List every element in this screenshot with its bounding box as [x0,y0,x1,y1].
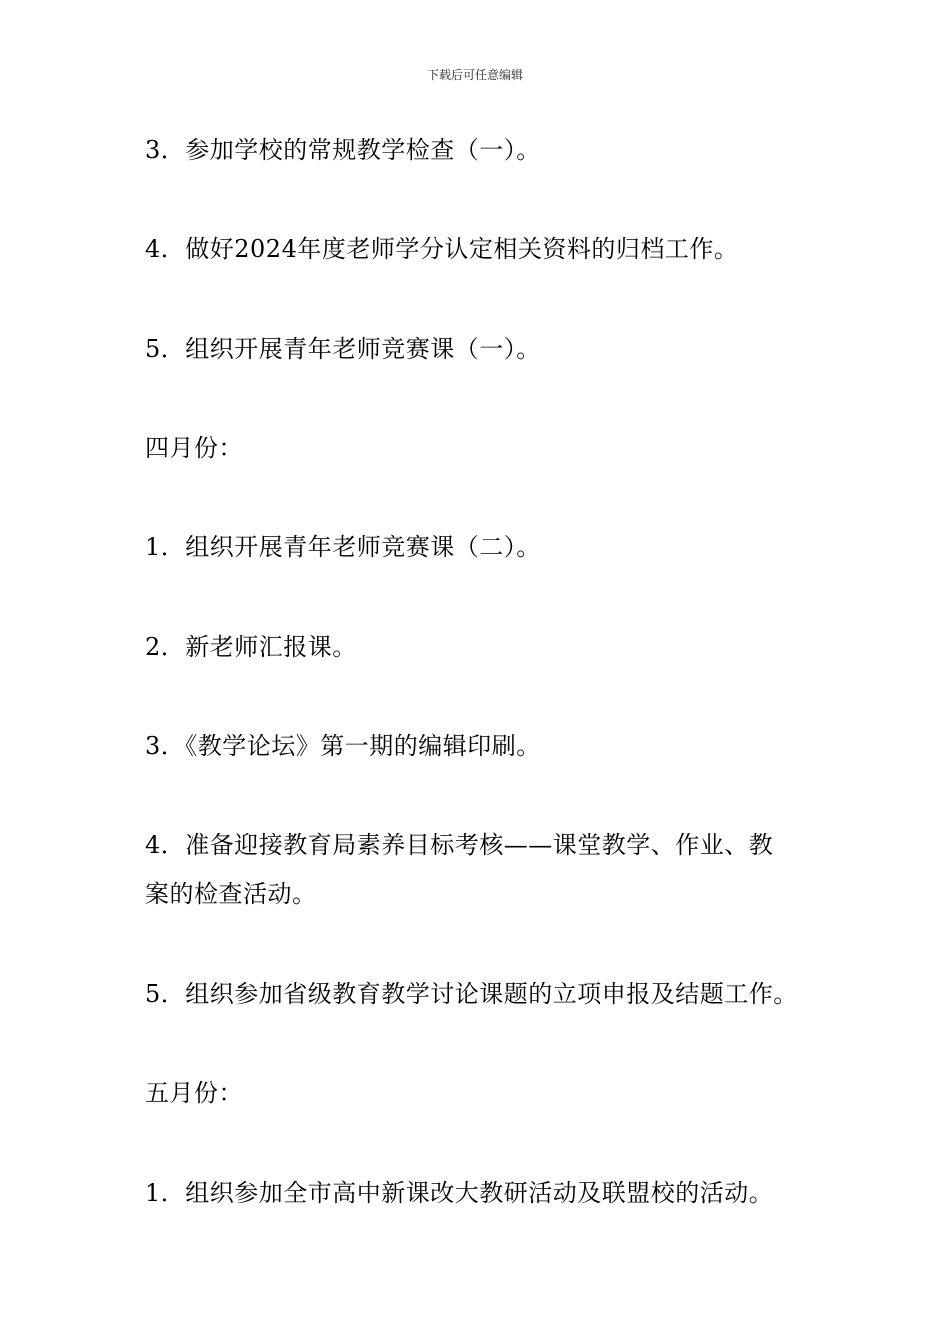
list-item: 1．组织参加全市高中新课改大教研活动及联盟校的活动。 [145,1179,774,1207]
list-item: 3．参加学校的常规教学检查（一）。 [145,136,541,164]
section-heading-may: 五月份： [145,1079,243,1107]
list-item-continuation: 案的检查活动。 [145,880,317,908]
section-heading-april: 四月份： [145,434,243,462]
page-header-note: 下载后可任意编辑 [426,68,523,82]
list-item: 2．新老师汇报课。 [145,633,357,661]
list-item: 5．组织参加省级教育教学讨论课题的立项申报及结题工作。 [145,980,798,1008]
list-item: 1．组织开展青年老师竞赛课（二）。 [145,533,541,561]
list-item: 4．做好2024年度老师学分认定相关资料的归档工作。 [145,235,739,263]
list-item: 4．准备迎接教育局素养目标考核——课堂教学、作业、教 [145,831,774,859]
list-item: 3．《教学论坛》第一期的编辑印刷。 [145,732,541,760]
list-item: 5．组织开展青年老师竞赛课（一）。 [145,335,541,363]
